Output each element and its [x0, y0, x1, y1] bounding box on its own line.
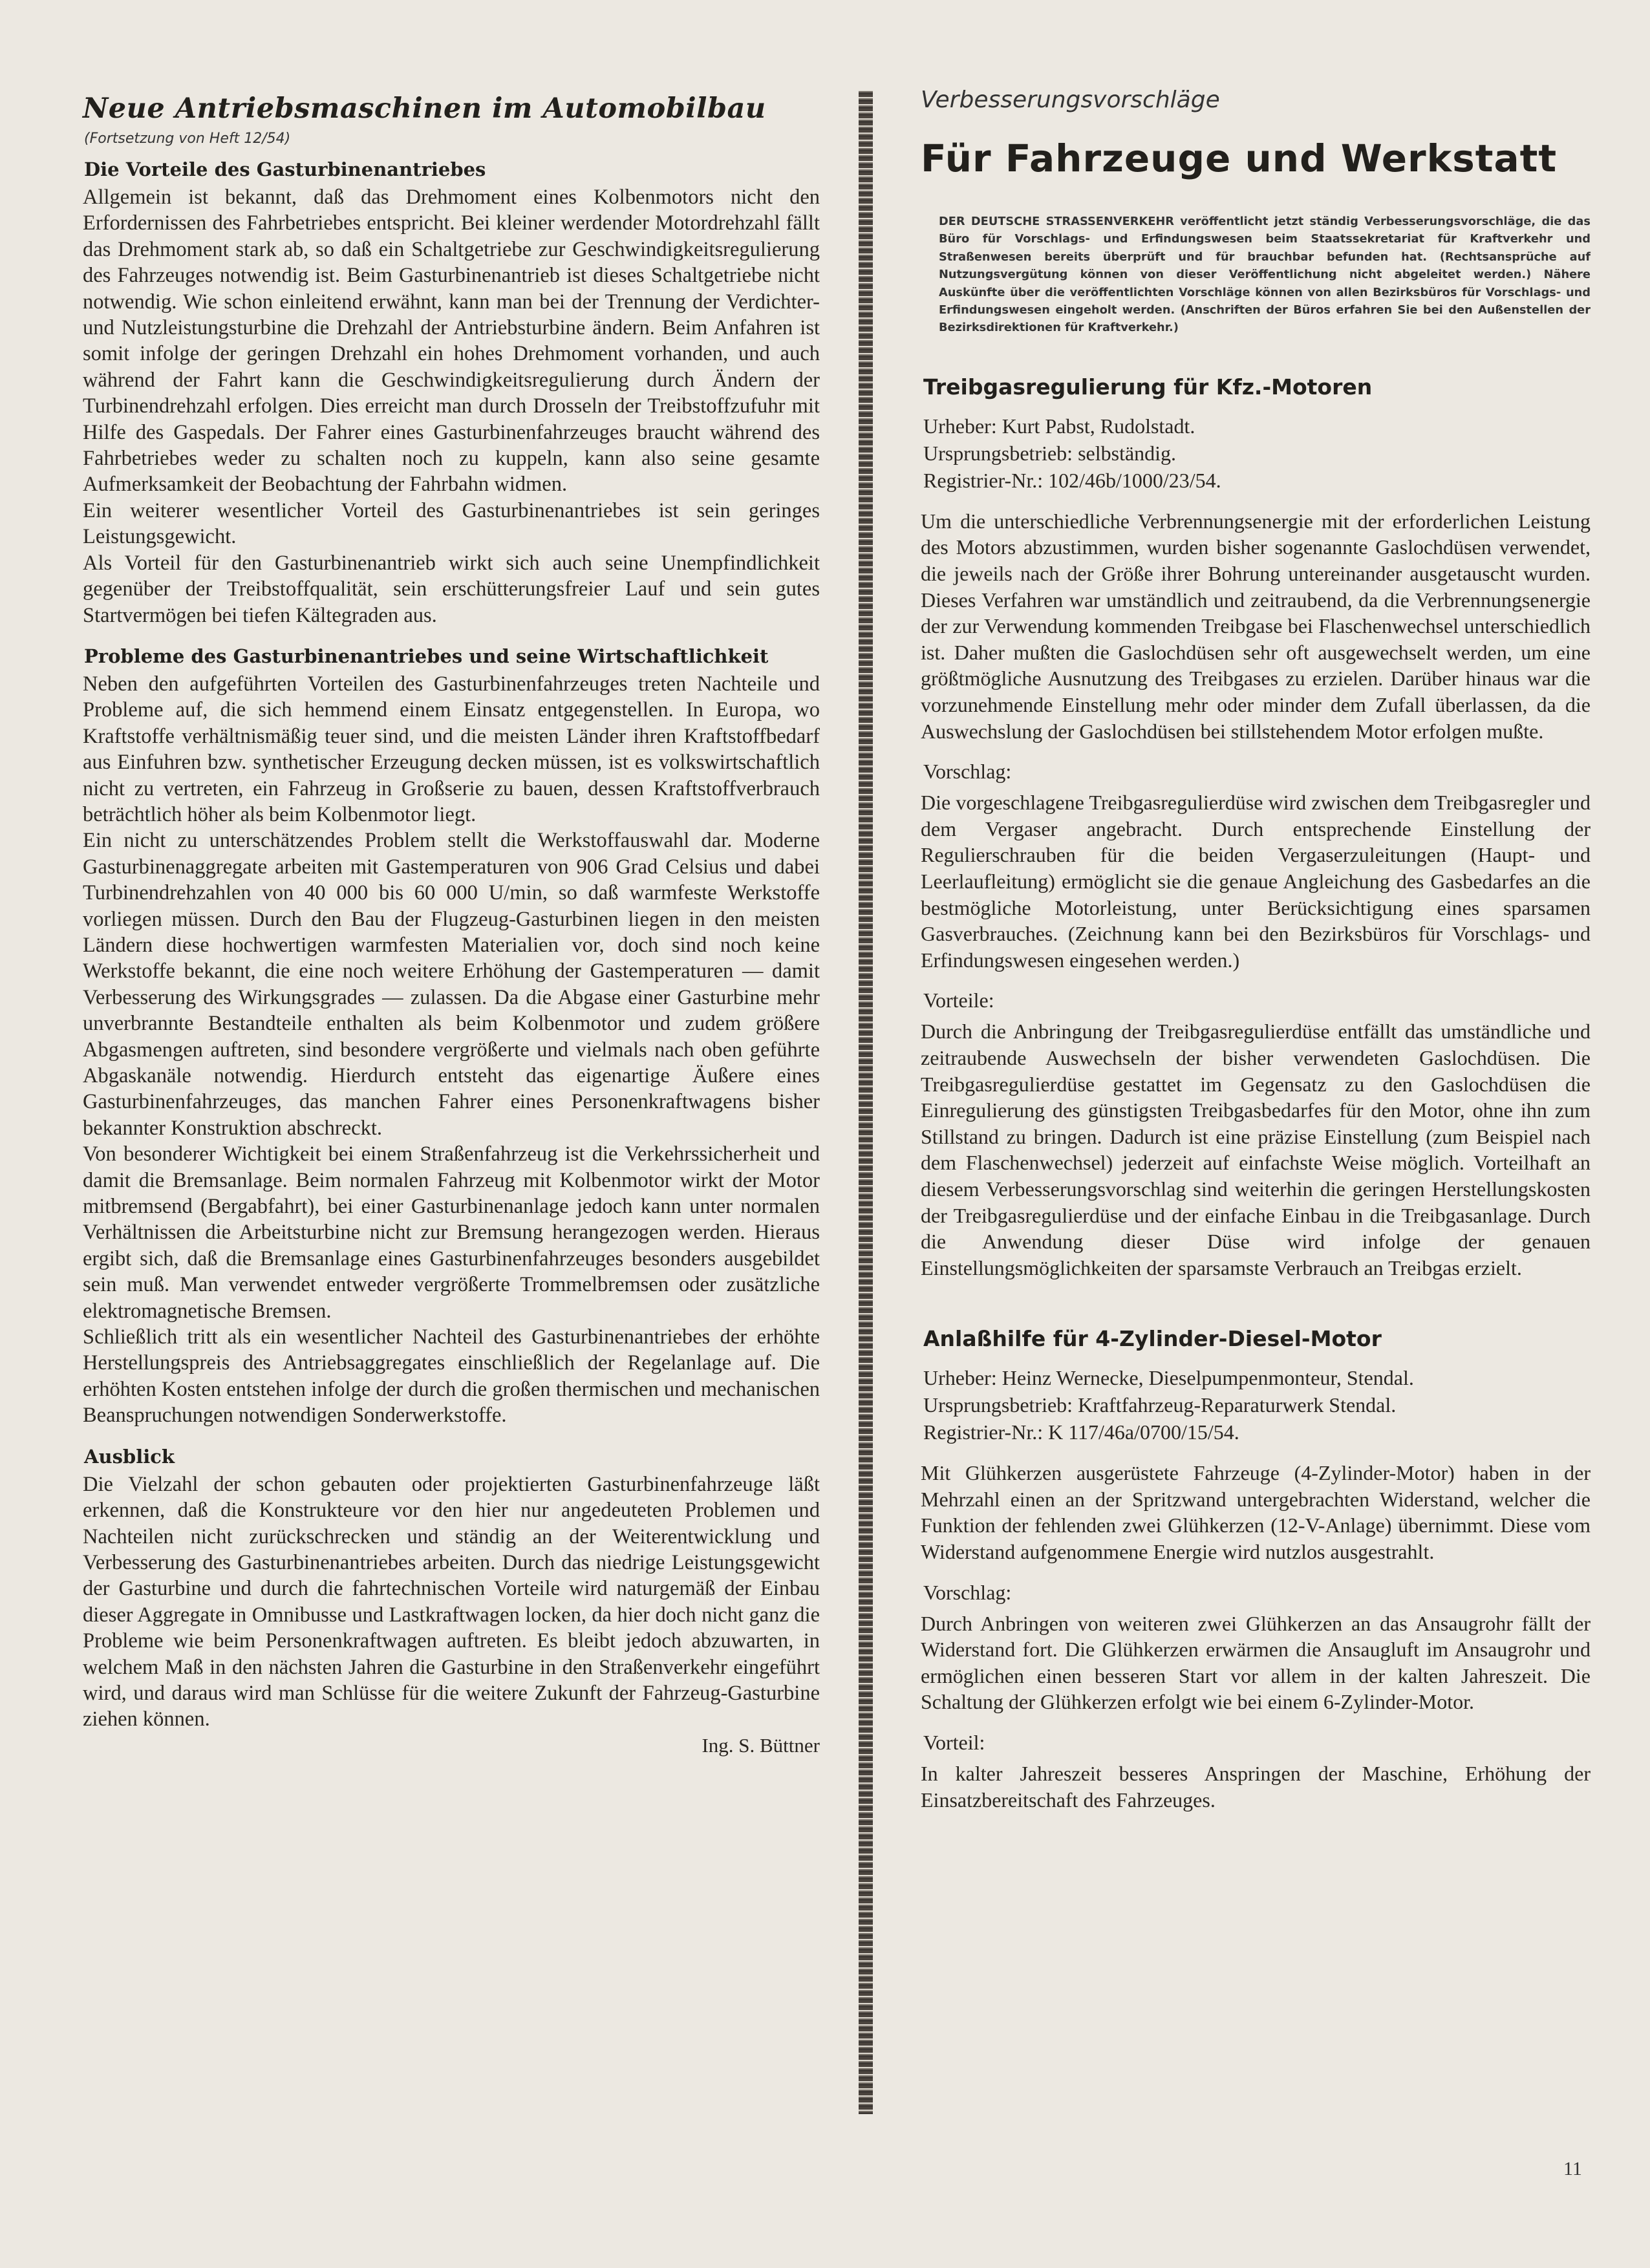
article-title: Neue Antriebsmaschinen im Automobilbau: [83, 92, 766, 125]
paragraph: Ein weiterer wesentlicher Vorteil des Gasturbinenantriebes ist sein geringes Leistungsgewicht.: [83, 498, 820, 549]
item-origin: Ursprungsbetrieb: Kraftfahrzeug-Reparaturwerk Stendal.: [923, 1393, 1397, 1417]
paragraph: Ein nicht zu unterschätzendes Problem stellt die Werkstoffauswahl dar. Moderne Gasturbinenaggregate arbeiten mit Gastemperaturen von 906 Grad Celsius und dabei Turbinendrehzahlen von 40 000 bis 60 000 U/min, so daß warmfeste Werkstoffe vorliegen müssen. Durch den Bau der Flugzeug-Gasturbinen liegen in den meisten Ländern diese hochwertigen warmfesten Materialien vor, doch sind noch keine Werkstoffe bekannt, die eine noch weitere Erhöhung der Gastemperaturen — damit Verbesserung des Wirkungsgrades — zulassen. Da die Abgase einer Gasturbine mehr unverbrannte Bestandteile enthalten als beim Kolbenmotor und zudem größere Abgasmengen auftreten, sind besondere vergrößerte und vielmals nach oben geführte Abgaskanäle notwendig. Hierdurch entsteht das eigenartige Äußere eines Gasturbinenfahrzeuges, das manchen Fahrer eines Personenkraftwagens bisher bekannter Konstruktion abschreckt.: [83, 829, 820, 1140]
paragraph: Als Vorteil für den Gasturbinenantrieb wirkt sich auch seine Unempfindlichkeit gegenüber der Treibstoffqualität, sein erschütterungsfreier Lauf und sein gutes Startvermögen bei tiefen Kältegraden aus.: [83, 551, 820, 627]
right-column-suggestions: [921, 84, 1591, 1813]
proposal-label: Vorschlag:: [923, 760, 1012, 784]
author-signature: Ing. S. Büttner: [702, 1733, 820, 1757]
paragraph: Allgemein ist bekannt, daß das Drehmoment eines Kolbenmotors nicht den Erfordernissen des Fahrbetriebes entspricht. Bei kleiner werdender Motordrehzahl fällt das Drehmoment stark ab, so daß ein Schaltgetriebe zur Geschwindigkeitsregulierung des Fahrzeuges notwendig ist. Beim Gasturbinenantrieb ist dieses Schaltgetriebe nicht notwendig. Wie schon einleitend erwähnt, kann man bei der Trennung der Verdichter- und Nutzleistungsturbine die Drehzahl der Antriebsturbine ändern. Beim Anfahren ist somit infolge der geringen Drehzahl ein hohes Drehmoment vorhanden, und auch während der Fahrt kann die Geschwindigkeitsregulierung durch Ändern der Turbinendrehzahl erfolgen. Dies erreicht man durch Drosseln der Treibstoffzufuhr mit Hilfe des Gaspedals. Der Fahrer eines Gasturbinenfahrzeuges braucht während des Fahrbetriebes weder zu schalten noch zu kuppeln, kann also seine gesamte Aufmerksamkeit der Beobachtung der Fahrbahn widmen.: [83, 186, 820, 497]
item-author: Urheber: Heinz Wernecke, Dieselpumpenmonteur, Stendal.: [923, 1366, 1414, 1390]
section-heading-ausblick: Ausblick: [84, 1445, 175, 1468]
advantage-label: Vorteil:: [923, 1731, 985, 1755]
proposal-label: Vorschlag:: [923, 1580, 1012, 1604]
paragraph: Von besonderer Wichtigkeit bei einem Straßenfahrzeug ist die Verkehrssicherheit und damit die Bremsanlage. Beim normalen Fahrzeug mit Kolbenmotor wirkt der Motor mitbremsend (Bergabfahrt), bei einer Gasturbinenanlage jedoch kann unter normalen Verhältnissen die Arbeitsturbine nicht zur Bremsung herangezogen werden. Hieraus ergibt sich, daß die Bremsanlage eines Gasturbinenfahrzeuges besonders ausgebildet sein muß. Man verwendet entweder vergrößerte Trommelbremsen oder zusätzliche elektromagnetische Bremsen.: [83, 1142, 820, 1323]
left-column-article: [83, 89, 820, 1757]
item-heading-anlasshilfe: Anlaßhilfe für 4-Zylinder-Diesel-Motor: [923, 1326, 1382, 1352]
paragraph: Die Vielzahl der schon gebauten oder projektierten Gasturbinenfahrzeuge läßt erkennen, daß die Konstrukteure vor den hier nur angedeuteten Problemen und Nachteilen nicht zurückschrecken und ständig an der Weiterentwicklung und Verbesserung des Gasturbinenantriebes arbeiten. Durch das niedrige Leistungsgewicht der Gasturbine und durch die fahrtechnischen Vorteile wird naturgemäß der Einbau dieser Aggregate in Omnibusse und Lastkraftwagen locken, da hier doch nicht ganz die Probleme wie beim Personenkraftwagen auftreten. Es bleibt jedoch abzuwarten, in welchem Maß in den nächsten Jahren die Gasturbine in den Straßenverkehr eingeführt wird, und daraus wird man Schlüsse für die weitere Zukunft der Fahrzeug-Gasturbine ziehen können.: [83, 1472, 820, 1731]
column-divider-ornament: [859, 91, 873, 2114]
paragraph: Neben den aufgeführten Vorteilen des Gasturbinenfahrzeuges treten Nachteile und Probleme auf, die sich hemmend einem Einsatz entgegenstellen. In Europa, wo Kraftstoffe verhältnismäßig teuer sind, und die meisten Länder ihren Kraftstoffbedarf aus Einfuhren bzw. synthetischer Erzeugung decken müssen, ist es volkswirtschaftlich nicht zu vertreten, ein Fahrzeug in Großserie zu bauen, dessen Kraftstoffverbrauch beträchtlich höher als beim Kolbenmotor liegt.: [83, 672, 820, 826]
item-origin: Ursprungsbetrieb: selbständig.: [923, 441, 1177, 465]
paragraph: Schließlich tritt als ein wesentlicher Nachteil des Gasturbinenantriebes der erhöhte Herstellungspreis des Antriebsaggregates einschließlich der Regelanlage auf. Die erhöhten Kosten entstehen infolge der durch die großen thermischen und mechanischen Beanspruchungen notwendigen Sonderwerkstoffe.: [83, 1325, 820, 1428]
advantage-label: Vorteile:: [923, 989, 994, 1012]
item-author: Urheber: Kurt Pabst, Rudolstadt.: [923, 414, 1195, 438]
paragraph: In kalter Jahreszeit besseres Anspringen der Maschine, Erhöhung der Einsatzbereitschaft des Fahrzeuges.: [921, 1762, 1591, 1812]
item-registration: Registrier-Nr.: K 117/46a/0700/15/54.: [923, 1420, 1239, 1444]
item-registration: Registrier-Nr.: 102/46b/1000/23/54.: [923, 468, 1221, 492]
section-heading-vorteile: Die Vorteile des Gasturbinenantriebes: [84, 158, 486, 180]
article-continuation-note: (Fortsetzung von Heft 12/54): [84, 131, 291, 147]
section-heading-probleme: Probleme des Gasturbinenantriebes und seine Wirtschaftlichkeit: [84, 645, 769, 667]
paragraph: Durch die Anbringung der Treibgasregulierdüse entfällt das umständliche und zeitraubende Auswechseln der bisher verwendeten Gaslochdüsen. Die Treibgasregulierdüse gestattet im Gegensatz zu den Gaslochdüsen die Einregulierung des günstigsten Treibgasbedarfes für den Motor, ohne ihn zum Stillstand zu bringen. Dadurch ist eine präzise Einstellung (zum Beispiel nach dem Flaschenwechsel) jederzeit auf einfachste Weise möglich. Vorteilhaft an diesem Verbesserungsvorschlag sind weiterhin die geringen Herstellungskosten der Treibgasregulierdüse und der einfache Einbau in die Treibgasanlage. Durch die Anwendung dieser Düse wird infolge der genauen Einstellungsmöglichkeiten der sparsamste Verbrauch an Treibgas erzielt.: [921, 1020, 1591, 1279]
suggestions-title: Für Fahrzeuge und Werkstatt: [921, 136, 1558, 180]
paragraph: Mit Glühkerzen ausgerüstete Fahrzeuge (4-Zylinder-Motor) haben in der Mehrzahl einen an der Spritzwand untergebrachten Widerstand, welcher die Funktion der fehlenden zwei Glühkerzen (12-V-Anlage) übernimmt. Diese vom Widerstand aufgenommene Energie wird nutzlos ausgestrahlt.: [921, 1461, 1591, 1564]
item-heading-treibgas: Treibgasregulierung für Kfz.-Motoren: [923, 374, 1373, 400]
paragraph: Durch Anbringen von weiteren zwei Glühkerzen an das Ansaugrohr fällt der Widerstand fort. Die Glühkerzen erwärmen die Ansaugluft im Ansaugrohr und ermöglichen einen besseren Start vor allem in der kalten Jahreszeit. Die Schaltung der Glühkerzen erfolgt wie bei einem 6-Zylinder-Motor.: [921, 1611, 1591, 1714]
page-number: 11: [1563, 2158, 1582, 2179]
intro-notice: DER DEUTSCHE STRASSENVERKEHR veröffentlicht jetzt ständig Verbesserungsvorschläge, die das Büro für Vorschlags- und Erfindungswesen beim Staatssekretariat für Kraftverkehr und Straßenwesen bereits überprüft und für brauchbar befunden hat. (Rechtsansprüche auf Nutzungsvergütung können von dieser Veröffentlichung nicht abgeleitet werden.) Nähere Auskünfte über die veröffentlichten Vorschläge können von allen Bezirksbüros für Vorschlags- und Erfindungswesen eingeholt werden. (Anschriften der Büros erfahren Sie bei den Außenstellen der Bezirksdirektionen für Kraftverkehr.): [939, 215, 1591, 335]
paragraph: Um die unterschiedliche Verbrennungsenergie mit der erforderlichen Leistung des Motors abzustimmen, wurden bisher sogenannte Gaslochdüsen verwendet, die jeweils nach der Größe ihrer Bohrung untereinander ausgetauscht wurden. Dieses Verfahren war umständlich und zeitraubend, da die Verbrennungsenergie der zur Verwendung kommenden Treibgase bei Flaschenwechsel unterschiedlich ist. Daher mußten die Gaslochdüsen sehr oft ausgewechselt werden, um eine größtmögliche Ausnutzung des Treibgases zu erzielen. Darüber hinaus war die vorzunehmende Einstellung mehr oder minder dem Zufall überlassen, da die Auswechslung der Gaslochdüsen bei stillstehendem Motor erfolgen mußte.: [921, 509, 1591, 743]
paragraph: Die vorgeschlagene Treibgasregulierdüse wird zwischen dem Treibgasregler und dem Vergaser angebracht. Durch entsprechende Einstellung der Regulierschrauben für die beiden Vergaserzuleitungen (Haupt- und Leerlaufleitung) ermöglicht sie die genaue Angleichung des Gasbedarfes an die bestmögliche Motorleistung, unter Berücksichtigung eines sparsamen Gasverbrauches. (Zeichnung kann bei den Bezirksbüros für Vorschlags- und Erfindungswesen eingesehen werden.): [921, 791, 1591, 972]
rubric-label: Verbesserungsvorschläge: [921, 87, 1220, 113]
